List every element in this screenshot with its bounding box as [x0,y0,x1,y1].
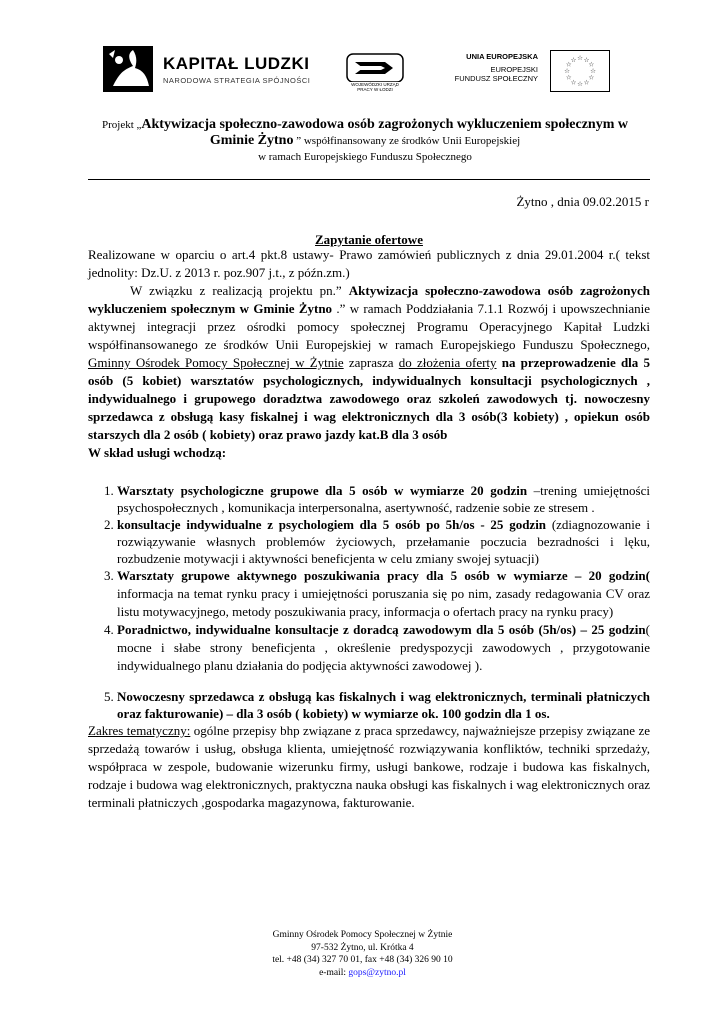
list-item [117,621,650,675]
zakres-label: Zakres tematyczny: [88,723,191,738]
kl-subtitle: NARODOWA STRATEGIA SPÓJNOŚCI [163,76,311,85]
email-link[interactable]: gops@zytno.pl [348,967,406,978]
intro-paragraph-1: Realizowane w oparciu o art.4 pkt.8 ustawy- Prawo zamówień publicznych z dnia 29.01.2004 r.( tekst jednolity: Dz.U. z 2013 r. poz.907 j.t., z późn.zm.) [88,247,650,280]
eu-star-icon: ☆ [583,55,590,64]
header-divider [88,179,650,180]
list-item [117,688,650,722]
project-suffix: ” współfinansowany ze środków Unii Europejskiej [293,135,521,147]
wup-logo [345,52,405,98]
eu-star-icon: ☆ [588,73,595,82]
project-line3: w ramach Europejskiego Funduszu Społecznego [258,151,472,163]
eu-fund [455,65,538,83]
p2-project-name: Aktywizacja społeczno-zawodowa osób zagrożonych wykluczeniem społecznym w Gminie Żytno [88,283,650,316]
footer [0,929,725,979]
header-logos [0,40,725,100]
item-2-text: (zdiagnozowanie i rozwiązywanie własnych problemów życiowych, przełamanie poczucia bezradności i lęku, rozbudzenie motywacji i aktywności beneficjenta w celu zmiany swojej sytuacji) [117,517,650,566]
eu-title: UNIA EUROPEJSKA [466,52,538,61]
services-list [88,482,650,722]
document-body [88,246,650,812]
item-4-text: ( mocne i słabe strony beneficjenta , określenie predyspozycji zawodowych , przygotowanie indywidualnego planu działania do podjęcia aktywności zawodowej ). [117,622,650,673]
project-name-part2: Gminie Żytno [209,133,294,148]
eu-star-icon: ☆ [577,54,583,63]
wup-text: WOJEWÓDZKI URZĄD PRACY W ŁODZI [351,82,399,92]
footer-line3: tel. +48 (34) 327 70 01, fax +48 (34) 326 90 10 [272,955,453,965]
eu-star-icon: ☆ [565,60,572,69]
document-title: Zapytanie ofertowe [315,232,423,247]
eu-flag-icon [550,50,610,92]
zakres-text: ogólne przepisy bhp związane z praca sprzedawcy, najważniejsze przepisy związane ze sprzedażą towarów i usług, obsługa klienta, umiejętność rozwiązywania konfliktów, techniki sprzedaży, współpraca w zespole, budowanie wizerunku firmy, usługi bankowe, rodzaje i budowa kas fiskalnych, rodzaje i budowa wag elektronicznych, praktyczna nauka obsługi kas fiskalnych i wag elektronicznych oraz terminali płatniczych ,gospodarka magazynowa, fakturowanie. [88,723,650,810]
email-label: e-mail: [319,967,349,978]
eu-star-icon: ☆ [577,80,583,89]
list-item [117,482,650,516]
kapital-ludzki-emblem-icon [103,40,161,100]
eu-star-icon: ☆ [564,67,570,76]
services-heading [88,444,650,462]
project-prefix: Projekt „ [101,119,142,131]
item-2-bold: konsultacje indywidualne z psychologiem dla 5 osób po 5h/os - 25 godzin [117,517,552,532]
project-heading [80,117,650,165]
document-date: Żytno , dnia 09.02.2015 r [516,194,649,209]
eu-star-icon: ☆ [588,60,595,69]
p2-text-c: .” w ramach Poddziałania 7.1.1 Rozwój i upowszechnianie aktywnej integracji przez ośrodki pomocy społecznej Programu Operacyjnego Kapitał Ludzki współfinansowanego ze środków Unii Europejskiej w ramach Europejskiego Funduszu Społecznego, [88,301,650,352]
footer-line1: Gminny Ośrodek Pomocy Społecznej w Żytnie [272,930,453,940]
p2-gops-name: Gminny Ośrodek Pomocy Społecznej w Żytnie [88,355,344,370]
kl-title: KAPITAŁ LUDZKI [163,54,310,73]
list-item [117,516,650,567]
services-heading-text: W skład usługi wchodzą: [88,445,227,460]
item-1-text: –trening umiejętności psychospołecznych , komunikacja interpersonalna, asertywność, radzenie sobie ze stresem . [117,483,650,515]
project-line1 [80,117,650,133]
p2-offer-link-text: do złożenia oferty [398,355,497,370]
project-line2 [80,133,650,149]
item-1-bold: Warsztaty psychologiczne grupowe dla 5 osób w wymiarze 20 godzin [117,483,534,498]
intro-paragraph-2 [88,282,650,444]
item-3-bold: Warsztaty grupowe aktywnego poszukiwania pracy dla 5 osób w wymiarze – 20 godzin( [117,568,650,583]
p2-text-e: zaprasza [343,355,399,370]
zakres-paragraph [88,722,650,812]
p2-scope: na przeprowadzenie dla 5 osób (5 kobiet) warsztatów psychologicznych, indywidualnych konsultacji psychologicznych , indywidualnego i grupowego doradztwa zawodowego oraz szkoleń zawodowych tj. nowoczesny sprzedawca z obsługą kasy fiskalnej i wag elektronicznych dla 3 osób(3 kobiety) , opiekun osób starszych dla 2 osób ( kobiety) oraz prawo jazdy kat.B dla 3 osób [88,355,650,442]
footer-email-line [0,967,725,980]
project-name-part1: Aktywizacja społeczno-zawodowa osób zagrożonych wykluczeniem społecznym w [141,117,628,132]
eu-star-icon: ☆ [590,67,596,76]
item-4-bold: Poradnictwo, indywidualne konsultacje z doradcą zawodowym dla 5 osób (5h/os) – 25 godzin [117,622,646,637]
kapital-ludzki-logo [103,40,318,100]
eu-logo [430,50,610,94]
eu-line1: EUROPEJSKI [490,65,538,74]
item-3-text: informacja na temat rynku pracy i umiejętności poruszania się po nim, zasady redagowania CV oraz listu motywacyjnego, metody poszukiwania pracy, informacja o ofertach pracy na rynku pracy) [117,586,650,619]
eu-star-icon: ☆ [570,55,577,64]
wup-emblem-icon [345,52,405,82]
list-item [117,567,650,621]
eu-star-icon: ☆ [583,78,590,87]
eu-star-icon: ☆ [565,73,572,82]
eu-line2: FUNDUSZ SPOŁECZNY [454,74,538,83]
footer-line2: 97-532 Żytno, ul. Krótka 4 [311,942,414,953]
p2-text-a: W związku z realizacją projektu pn.” [130,283,349,298]
item-5-bold: Nowoczesny sprzedawca z obsługą kas fiskalnych i wag elektronicznych, terminali płatniczych oraz fakturowanie) – dla 3 osób ( kobiety) w wymiarze ok. 100 godzin dla 1 os. [117,689,650,721]
eu-star-icon: ☆ [570,78,577,87]
